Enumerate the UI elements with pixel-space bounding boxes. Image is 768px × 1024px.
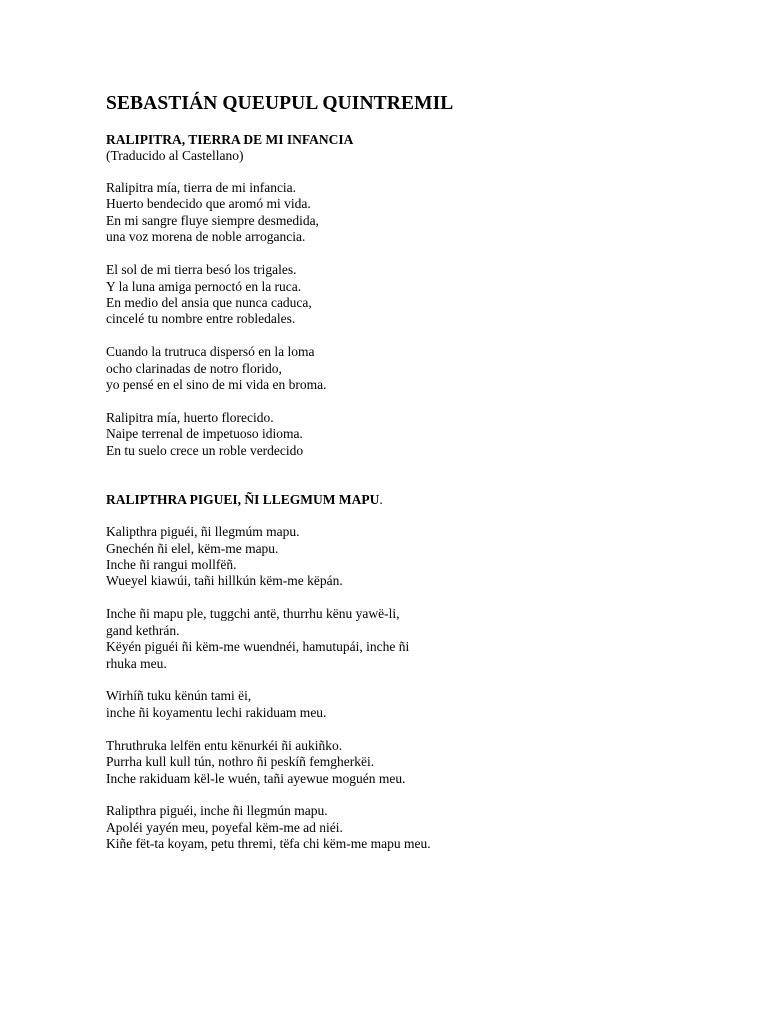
verse-line: Inche rakiduam kël-le wuén, tañi ayewue moguén meu. [106, 770, 406, 786]
verse-line: cincelé tu nombre entre robledales. [106, 311, 296, 327]
verse-line: rhuka meu. [106, 655, 167, 671]
verse-line: una voz morena de noble arrogancia. [106, 229, 306, 245]
poem-title-spanish: RALIPITRA, TIERRA DE MI INFANCIA [106, 132, 354, 147]
verse-line: gand kethrán. [106, 622, 180, 638]
verse-line: El sol de mi tierra besó los trigales. [106, 262, 297, 278]
verse-line: Ralipthra piguéi, inche ñi llegmún mapu. [106, 803, 328, 819]
stanza [106, 606, 726, 672]
verse-line: Inche ñi mapu ple, tuggchi antë, thurrhu kënu yawë-li, [106, 606, 400, 622]
poem-title-mapudungun [106, 492, 726, 508]
poem-mapudungun-stanzas [106, 524, 726, 853]
verse-line: Gnechén ñi elel, këm-me mapu. [106, 540, 279, 556]
author-name: SEBASTIÁN QUEUPUL QUINTREMIL [106, 93, 454, 114]
poem-spanish-stanzas [106, 180, 726, 459]
stanza [106, 738, 726, 787]
poem-title-mapudungun-text: RALIPTHRA PIGUEI, ÑI LLEGMUM MAPU [106, 492, 380, 508]
verse-line: inche ñi koyamentu lechi rakiduam meu. [106, 704, 327, 720]
document-page [106, 92, 726, 869]
verse-line: Kiñe fët-ta koyam, petu thremi, tëfa chi këm-me mapu meu. [106, 836, 431, 852]
stanza [106, 524, 726, 590]
verse-line: Apoléi yayén meu, poyefal këm-me ad niéi. [106, 819, 343, 835]
verse-line: Këyén piguéi ñi këm-me wuendnéi, hamutupái, inche ñi [106, 639, 410, 655]
poem-title-mapudungun-period: . [379, 492, 383, 508]
stanza [106, 262, 726, 328]
verse-line: Kalipthra piguéi, ñi llegmúm mapu. [106, 524, 300, 540]
verse-line: Ralipitra mía, tierra de mi infancia. [106, 180, 297, 195]
verse-line: Huerto bendecido que aromó mi vida. [106, 196, 311, 212]
stanza [106, 344, 726, 393]
verse-line: Cuando la trutruca dispersó en la loma [106, 344, 315, 360]
verse-line: Inche ñi rangui mollfëñ. [106, 557, 237, 572]
stanza [106, 688, 726, 721]
verse-line: Thruthruka lelfën entu kënurkéi ñi aukiñko. [106, 737, 343, 753]
verse-line: Wueyel kiawúi, tañi hillkún këm-me këpán. [106, 573, 343, 589]
verse-line: yo pensé en el sino de mi vida en broma. [106, 377, 327, 393]
verse-line: Y la luna amiga pernoctó en la ruca. [106, 278, 302, 294]
verse-line: En mi sangre fluye siempre desmedida, [106, 212, 319, 228]
verse-line: Ralipitra mía, huerto florecido. [106, 409, 274, 425]
stanza [106, 180, 726, 246]
poem-mapudungun [106, 492, 726, 853]
stanza [106, 803, 726, 852]
stanza [106, 410, 726, 459]
verse-line: En tu suelo crece un roble verdecido [106, 442, 304, 458]
verse-line: Naipe terrenal de impetuoso idioma. [106, 426, 303, 442]
poem-spanish [106, 132, 726, 459]
verse-line: Wirhíñ tuku kënún tami ëi, [106, 688, 252, 704]
verse-line: Purrha kull kull tún, nothro ñi peskíñ femgherkëi. [106, 754, 375, 770]
verse-line: En medio del ansia que nunca caduca, [106, 294, 312, 310]
poem-subtitle: (Traducido al Castellano) [106, 148, 244, 163]
verse-line: ocho clarinadas de notro florido, [106, 360, 282, 376]
